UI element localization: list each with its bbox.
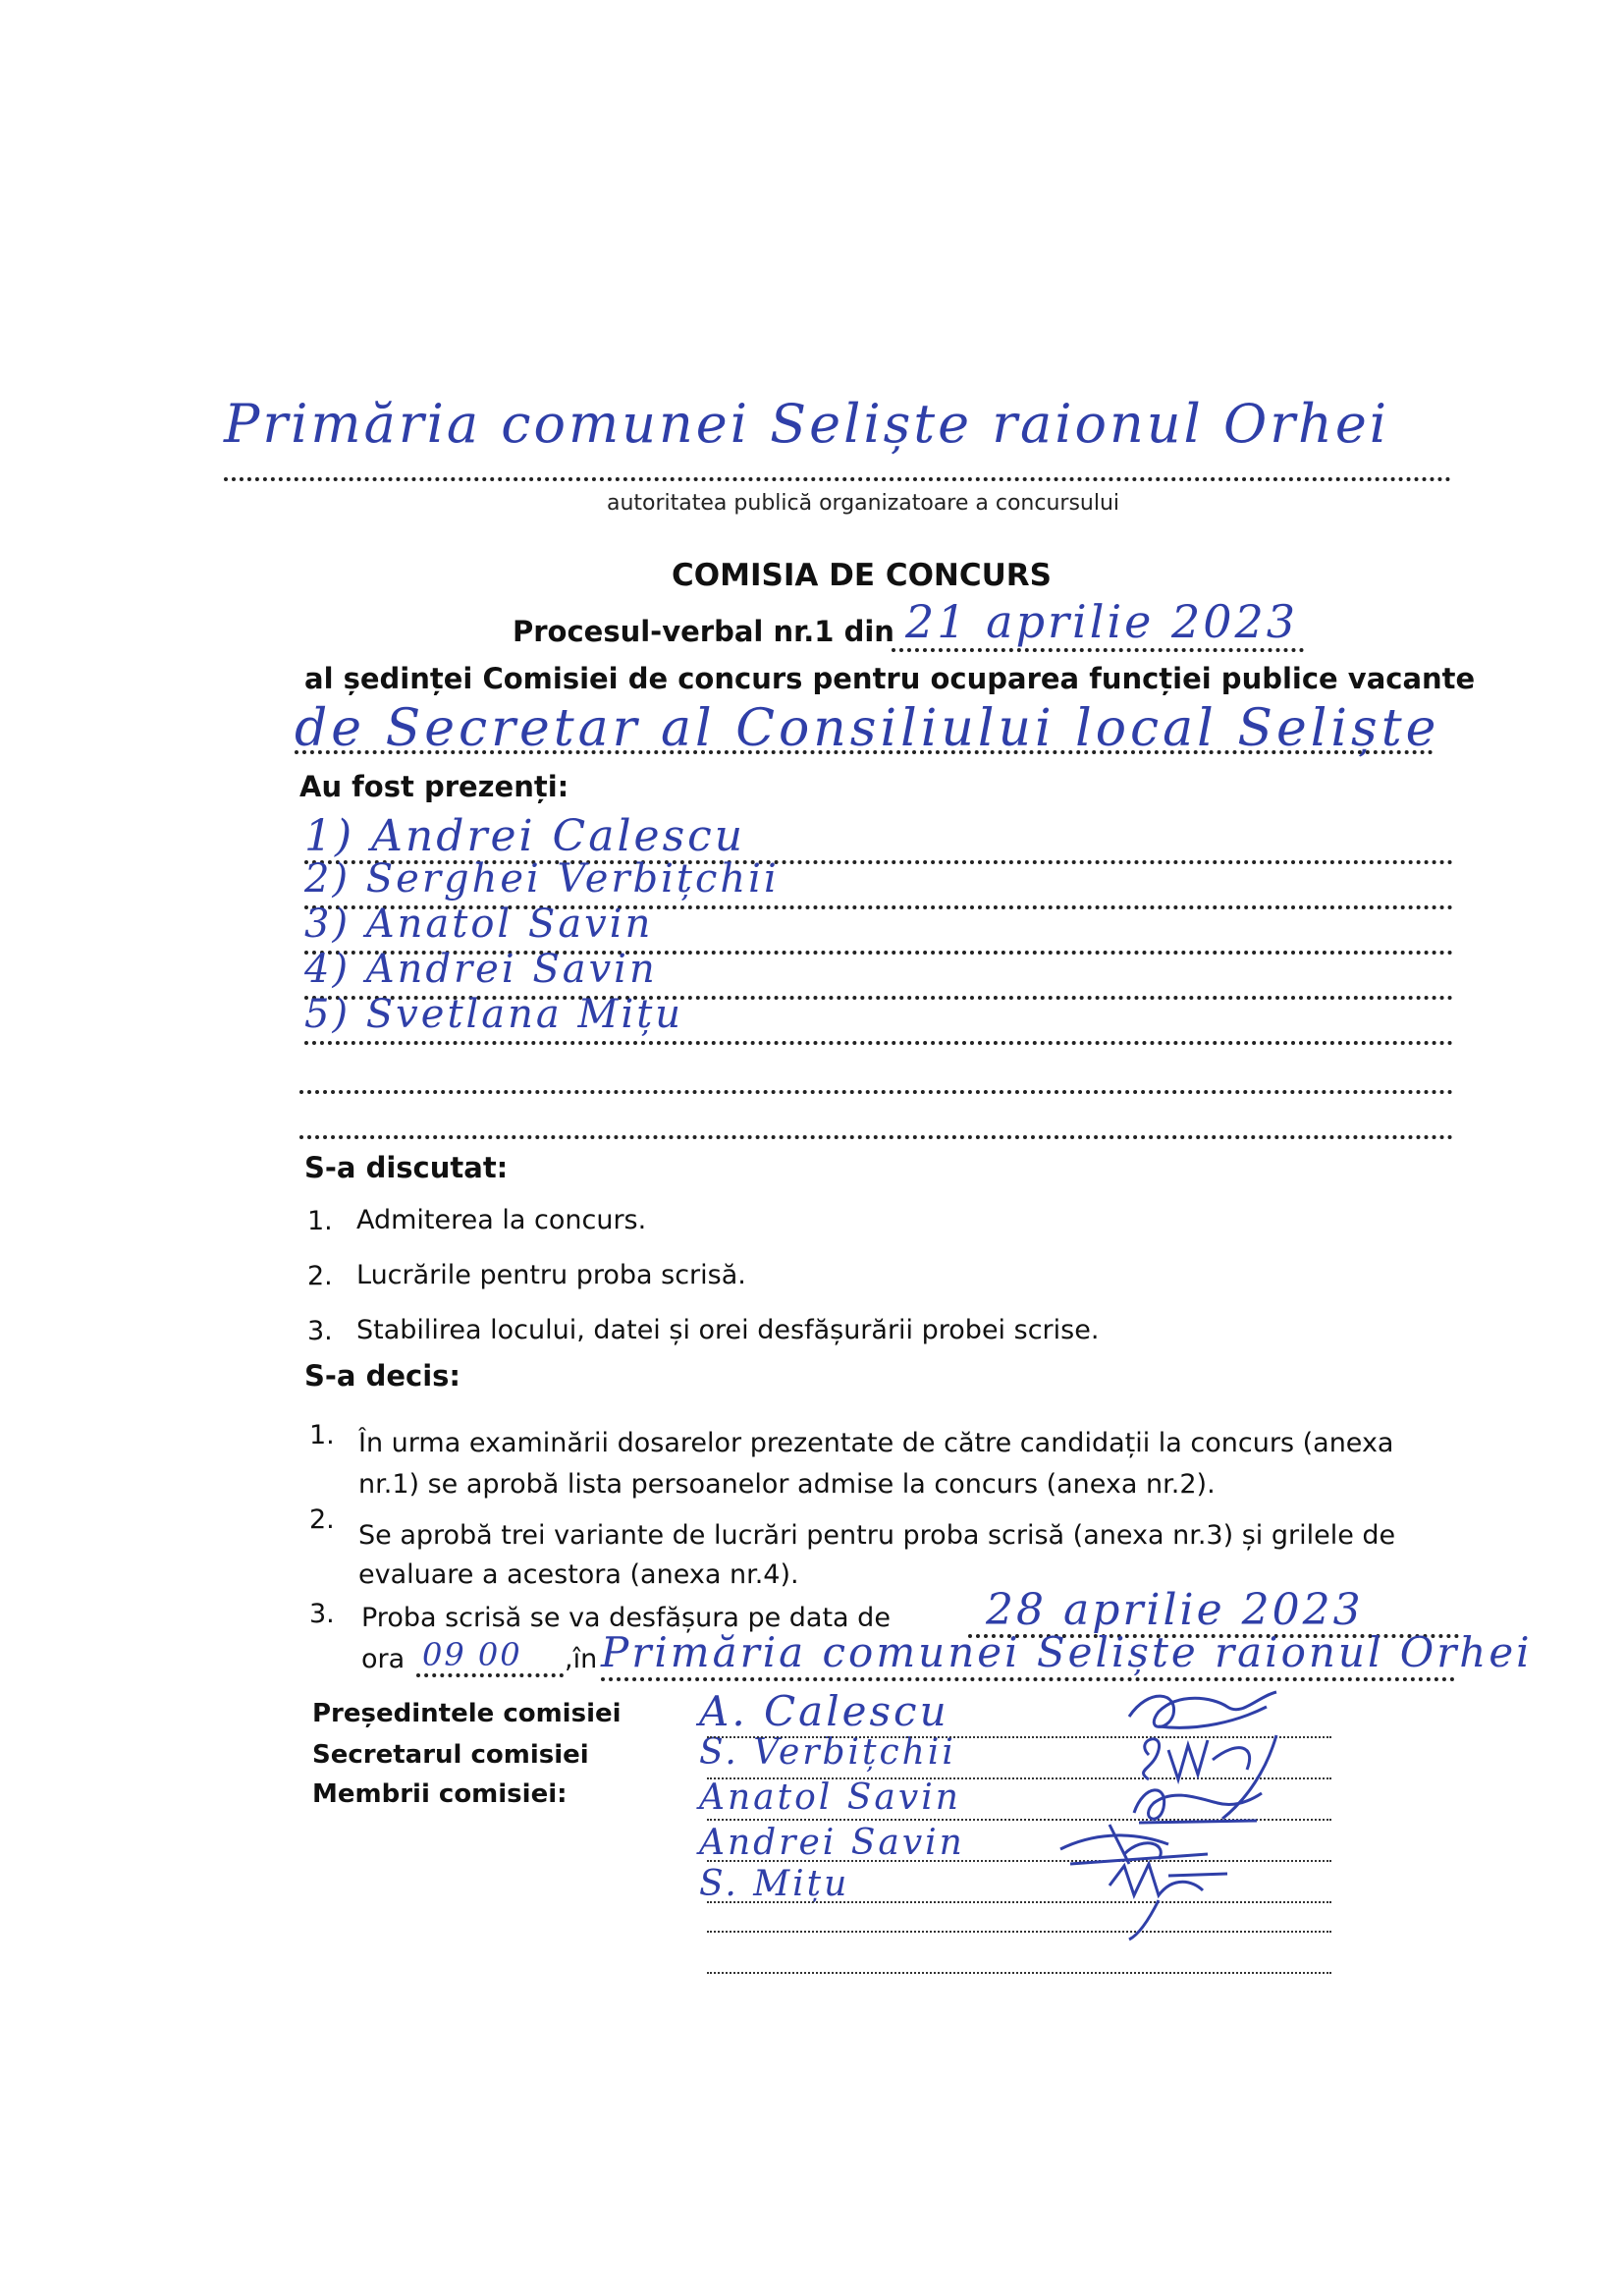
decided-item-3-time-handwritten: 09 00 — [422, 1636, 522, 1673]
discussed-item-1-text: Admiterea la concurs. — [356, 1205, 647, 1235]
decided-item-1-number: 1. — [309, 1420, 335, 1450]
decided-item-2-line-2: evaluare a acestora (anexa nr.4). — [358, 1559, 799, 1590]
attendee-4: 4) Andrei Savin — [304, 947, 658, 992]
decided-item-3-text: Proba scrisă se va desfășura pe data de — [361, 1603, 891, 1633]
signature-line-7 — [707, 1972, 1331, 1974]
subject-line: al ședinței Comisiei de concurs pentru ocuparea funcției publice vacante — [304, 662, 1476, 695]
discussed-item-3-number: 3. — [307, 1316, 333, 1346]
signatory-name-3: Anatol Savin — [699, 1777, 961, 1818]
signature-line-4 — [707, 1860, 1331, 1862]
decided-item-3-time-label: ora — [361, 1644, 406, 1674]
attendee-6-line — [299, 1090, 1453, 1094]
minutes-label: Procesul-verbal nr.1 din — [513, 615, 894, 648]
president-label: Președintele comisiei — [312, 1699, 622, 1728]
minutes-date-handwritten: 21 aprilie 2023 — [905, 595, 1299, 648]
discussed-heading: S-a discutat: — [304, 1151, 509, 1184]
decided-item-3-place-label: ,în — [565, 1644, 598, 1674]
attendee-5: 5) Svetlana Mițu — [304, 992, 684, 1037]
decided-item-3-number: 3. — [309, 1599, 335, 1629]
discussed-item-3-text: Stabilirea locului, datei și orei desfășurării probei scrise. — [356, 1315, 1100, 1345]
signatory-name-4: Andrei Savin — [699, 1823, 965, 1863]
decided-item-1-line-1: În urma examinării dosarelor prezentate de către candidații la concurs (anexa — [358, 1428, 1394, 1458]
signature-line-6 — [707, 1931, 1331, 1933]
authority-dotted-line — [224, 477, 1451, 481]
members-label: Membrii comisiei: — [312, 1779, 568, 1809]
decided-item-3-time-line — [416, 1673, 564, 1677]
decided-item-2-number: 2. — [309, 1504, 335, 1535]
signature-line-5 — [707, 1901, 1331, 1903]
decided-item-1-line-2: nr.1) se aprobă lista persoanelor admise la concurs (anexa nr.2). — [358, 1469, 1216, 1500]
attendee-3: 3) Anatol Savin — [304, 902, 654, 947]
page-title: COMISIA DE CONCURS — [672, 558, 1053, 593]
signatory-name-5: S. Mițu — [699, 1864, 850, 1904]
signatory-name-2: S. Verbițchii — [699, 1732, 956, 1773]
position-handwritten: de Secretar al Consiliului local Seliște — [295, 699, 1440, 758]
attendee-1: 1) Andrei Calescu — [304, 811, 746, 861]
discussed-item-1-number: 1. — [307, 1206, 333, 1236]
decided-heading: S-a decis: — [304, 1359, 461, 1393]
discussed-item-2-text: Lucrările pentru proba scrisă. — [356, 1260, 746, 1290]
decided-item-2-line-1: Se aprobă trei variante de lucrări pentru proba scrisă (anexa nr.3) și grilele de — [358, 1520, 1396, 1551]
secretary-label: Secretarul comisiei — [312, 1740, 589, 1770]
minutes-date-dotted-line — [892, 648, 1304, 652]
decided-item-3-place-line — [601, 1677, 1455, 1681]
position-dotted-line — [295, 750, 1434, 754]
authority-handwritten: Primăria comunei Seliște raionul Orhei — [224, 393, 1390, 455]
signature-scribble-5 — [1100, 1856, 1237, 1944]
attendee-2: 2) Serghei Verbițchii — [304, 856, 780, 902]
signatory-name-1: A. Calescu — [699, 1687, 949, 1735]
attendee-5-line — [304, 1041, 1453, 1045]
decided-item-3-place-handwritten: Primăria comunei Seliște raionul Orhei — [601, 1628, 1533, 1676]
authority-caption: autoritatea publică organizatoare a concursului — [607, 491, 1120, 516]
attendance-heading: Au fost prezenți: — [299, 770, 569, 803]
attendee-7-line — [299, 1135, 1453, 1139]
decided-item-3-date-handwritten: 28 aprilie 2023 — [986, 1585, 1364, 1635]
discussed-item-2-number: 2. — [307, 1261, 333, 1291]
